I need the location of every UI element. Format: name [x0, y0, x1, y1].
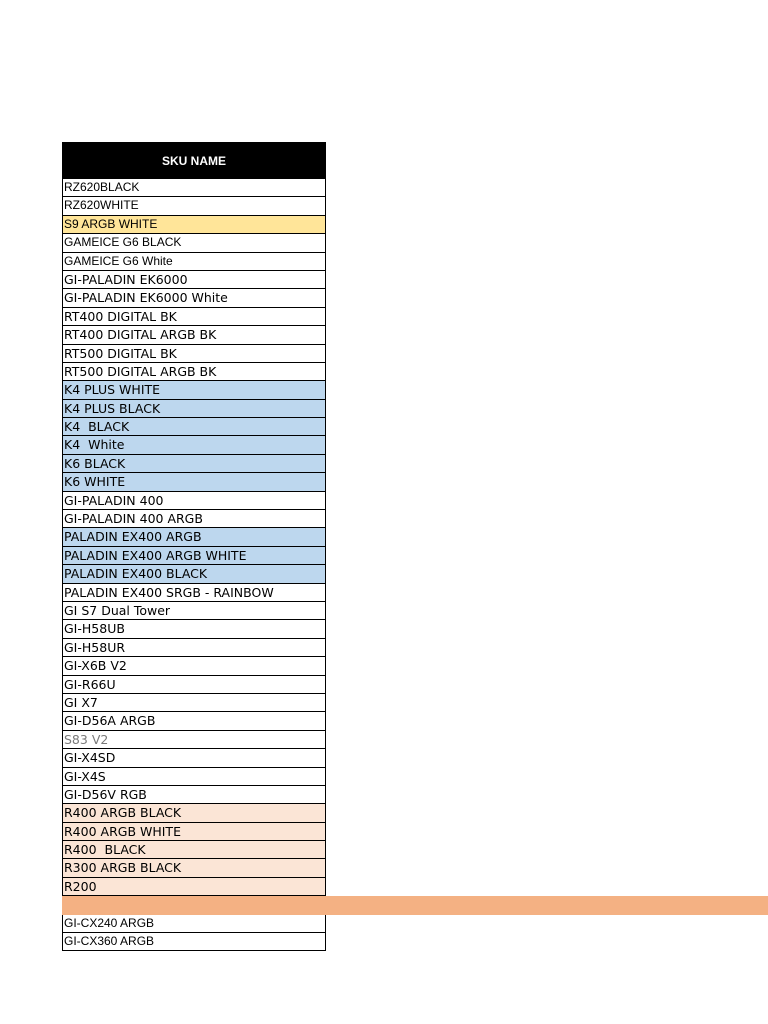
sku-cell[interactable]: K4 White: [62, 436, 326, 454]
sku-cell[interactable]: PALADIN EX400 SRGB - RAINBOW: [62, 584, 326, 602]
sku-cell[interactable]: GAMEICE G6 White: [62, 253, 326, 271]
sku-cell[interactable]: S83 V2: [62, 731, 326, 749]
sku-cell[interactable]: GI-PALADIN 400 ARGB: [62, 510, 326, 528]
sku-cell[interactable]: GI-X6B V2: [62, 657, 326, 675]
sku-cell[interactable]: RT400 DIGITAL ARGB BK: [62, 326, 326, 344]
sku-table: [62, 142, 326, 951]
sku-cell[interactable]: GI S7 Dual Tower: [62, 602, 326, 620]
sku-cell[interactable]: RT500 DIGITAL BK: [62, 345, 326, 363]
sku-cell[interactable]: GI-X4S: [62, 768, 326, 786]
sku-cell[interactable]: GI-CX360 ARGB: [62, 933, 326, 951]
sku-cell[interactable]: GI X7: [62, 694, 326, 712]
sku-cell[interactable]: K4 PLUS BLACK: [62, 400, 326, 418]
sku-cell[interactable]: [62, 896, 768, 914]
sku-cell[interactable]: RT400 DIGITAL BK: [62, 308, 326, 326]
sku-cell[interactable]: R300 ARGB BLACK: [62, 859, 326, 877]
sku-cell[interactable]: GI-R66U: [62, 676, 326, 694]
sku-cell[interactable]: K6 WHITE: [62, 473, 326, 491]
sku-cell[interactable]: GI-CX240 ARGB: [62, 915, 326, 933]
sku-cell[interactable]: R200: [62, 878, 326, 896]
sku-rows: [62, 179, 326, 951]
sku-cell[interactable]: GI-X4SD: [62, 749, 326, 767]
sku-cell[interactable]: GI-D56A ARGB: [62, 712, 326, 730]
sku-cell[interactable]: GAMEICE G6 BLACK: [62, 234, 326, 252]
sku-cell[interactable]: RZ620WHITE: [62, 197, 326, 215]
sku-cell[interactable]: K4 BLACK: [62, 418, 326, 436]
sku-cell[interactable]: GI-H58UB: [62, 620, 326, 638]
sku-cell[interactable]: GI-D56V RGB: [62, 786, 326, 804]
sku-cell[interactable]: GI-PALADIN 400: [62, 492, 326, 510]
sku-cell[interactable]: GI-PALADIN EK6000 White: [62, 289, 326, 307]
sku-name-header[interactable]: SKU NAME: [62, 142, 326, 179]
sku-cell[interactable]: R400 ARGB BLACK: [62, 804, 326, 822]
sku-cell[interactable]: R400 BLACK: [62, 841, 326, 859]
sku-cell[interactable]: PALADIN EX400 BLACK: [62, 565, 326, 583]
sku-cell[interactable]: RZ620BLACK: [62, 179, 326, 197]
sku-cell[interactable]: GI-H58UR: [62, 639, 326, 657]
sku-cell[interactable]: RT500 DIGITAL ARGB BK: [62, 363, 326, 381]
sku-cell[interactable]: K6 BLACK: [62, 455, 326, 473]
sku-cell[interactable]: PALADIN EX400 ARGB WHITE: [62, 547, 326, 565]
sku-cell[interactable]: K4 PLUS WHITE: [62, 381, 326, 399]
sku-cell[interactable]: S9 ARGB WHITE: [62, 216, 326, 234]
sku-cell[interactable]: PALADIN EX400 ARGB: [62, 528, 326, 546]
sku-cell[interactable]: GI-PALADIN EK6000: [62, 271, 326, 289]
sku-cell[interactable]: R400 ARGB WHITE: [62, 823, 326, 841]
